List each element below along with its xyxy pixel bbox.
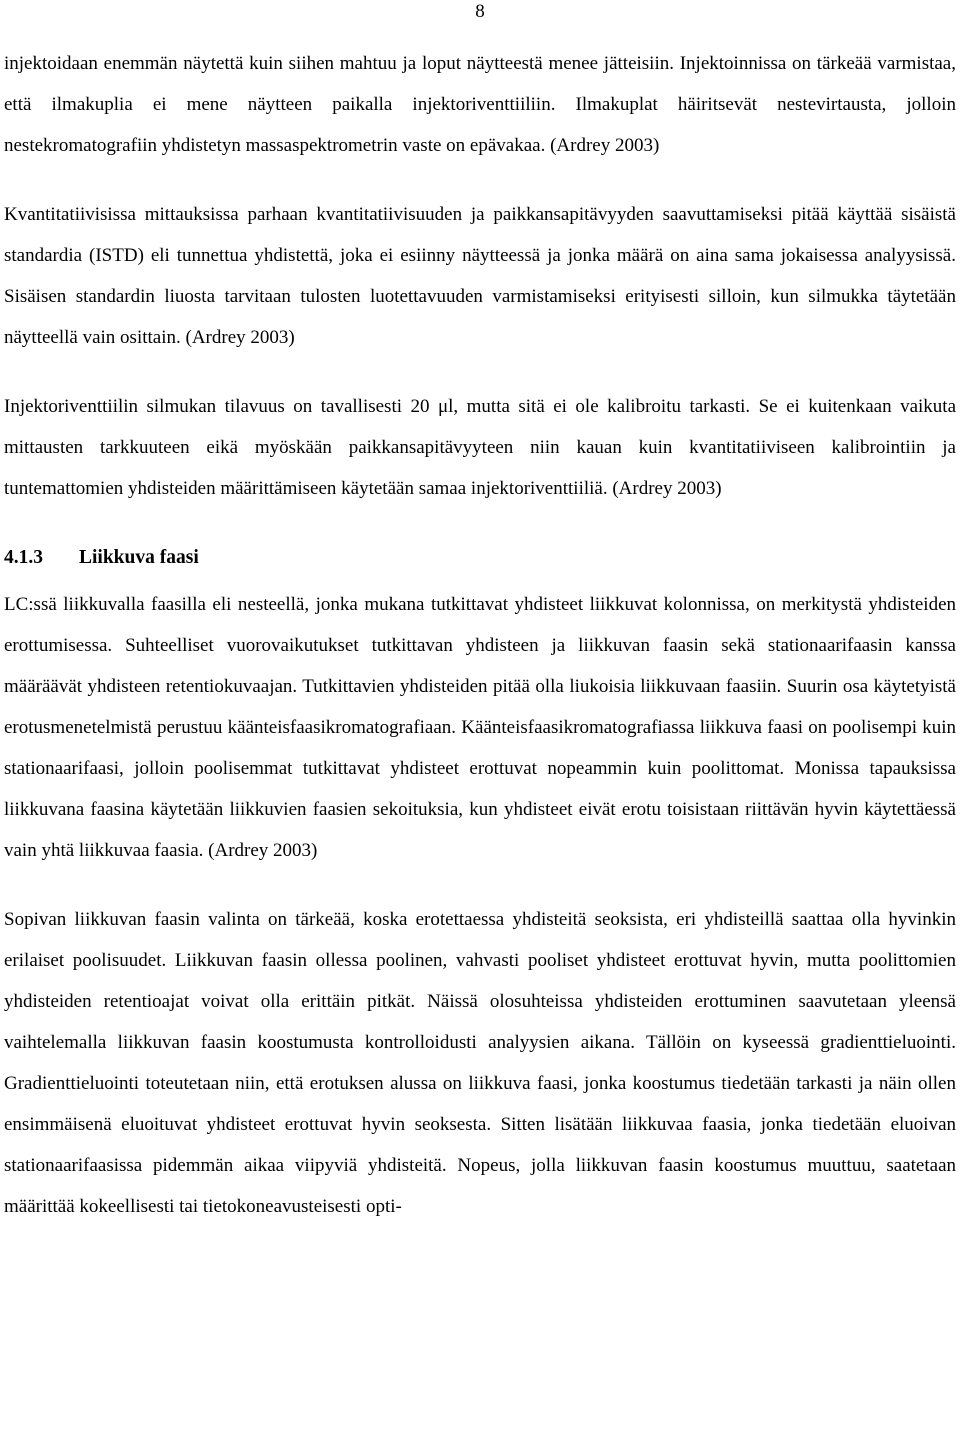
paragraph-5: Sopivan liikkuvan faasin valinta on tärkeää, koska erotettaessa yhdisteitä seoksista, eri yhdisteillä saattaa olla hyvinkin erilaiset poolisuudet. Liikkuvan faasin ollessa poolinen, vahvasti pooliset yhdisteet erottuvat hyvin, mutta poolittomien yhdisteiden retentioajat voivat olla erittäin pitkät. Näissä olosuhteissa yhdisteiden erottuminen saavutetaan yleensä vaihtelemalla liikkuvan faasin koostumusta kontrolloidusti analyysien aikana. Tällöin on kyseessä gradienttieluointi. Gradienttieluointi toteutetaan niin, että erotuksen alussa on liikkuva faasi, jonka koostumus tiedetään tarkasti ja näin ollen ensimmäisenä eluoituvat yhdisteet erottuvat hyvin seoksesta. Sitten lisätään liikkuvaa faasia, jonka tiedetään eluoivan stationaarifaasissa pidemmän aikaa viipyviä yhdisteitä. Nopeus, jolla liikkuvan faasin koostumus muuttuu, saatetaan määrittää kokeellisesti tai tietokoneavusteisesti opti- [4,909,956,1217]
paragraph-3: Injektoriventtiilin silmukan tilavuus on tavallisesti 20 μl, mutta sitä ei ole kalibroitu tarkasti. Se ei kuitenkaan vaikuta mittausten tarkkuuteen eikä myöskään paikkansapitävyyteen niin kauan kuin kvantitatiiviseen kalibrointiin ja tuntemattomien yhdisteiden määrittämiseen käytetään samaa injektoriventtiiliä. (Ardrey 2003) [4,396,956,499]
section-heading-title: Liikkuva faasi [79,547,199,568]
paragraph-4: LC:ssä liikkuvalla faasilla eli nesteellä, jonka mukana tutkittavat yhdisteet liikkuvat kolonnissa, on merkitystä yhdisteiden erottumisessa. Suhteelliset vuorovaikutukset tutkittavan yhdisteen ja liikkuvan faasin sekä stationaarifaasin kanssa määräävät yhdisteen retentiokuvaajan. Tutkittavien yhdisteiden pitää olla liukoisia liikkuvaan faasiin. Suurin osa käytetyistä erotusmenetelmistä perustuu käänteisfaasikromatografiaan. Käänteisfaasikromatografiassa liikkuva faasi on poolisempi kuin stationaarifaasi, jolloin poolisemmat tutkittavat yhdisteet erottuvat nopeammin kuin poolittomat. Monissa tapauksissa liikkuvana faasina käytetään liikkuvien faasien sekoituksia, kun yhdisteet eivät erotu toisistaan riittävän hyvin käytettäessä vain yhtä liikkuvaa faasia. (Ardrey 2003) [4,594,956,861]
page-number: 8 [475,1,485,22]
paragraph-1: injektoidaan enemmän näytettä kuin siihen mahtuu ja loput näytteestä menee jätteisiin. Injektoinnissa on tärkeää varmistaa, että ilmakuplia ei mene näytteen paikalla injektoriventtiiliin. Ilmakuplat häiritsevät nestevirtausta, jolloin nestekromatografiin yhdistetyn massaspektrometrin vaste on epävakaa. (Ardrey 2003) [4,53,956,156]
section-heading-number: 4.1.3 [4,547,43,568]
paragraph-2: Kvantitatiivisissa mittauksissa parhaan kvantitatiivisuuden ja paikkansapitävyyden saavuttamiseksi pitää käyttää sisäistä standardia (ISTD) eli tunnettua yhdistettä, joka ei esiinny näytteessä ja jonka määrä on aina sama jokaisessa analyysissä. Sisäisen standardin liuosta tarvitaan tulosten luotettavuuden varmistamiseksi erityisesti silloin, kun silmukka täytetään näytteellä vain osittain. (Ardrey 2003) [4,204,956,348]
document-body [4,43,956,1255]
section-heading [4,537,956,578]
